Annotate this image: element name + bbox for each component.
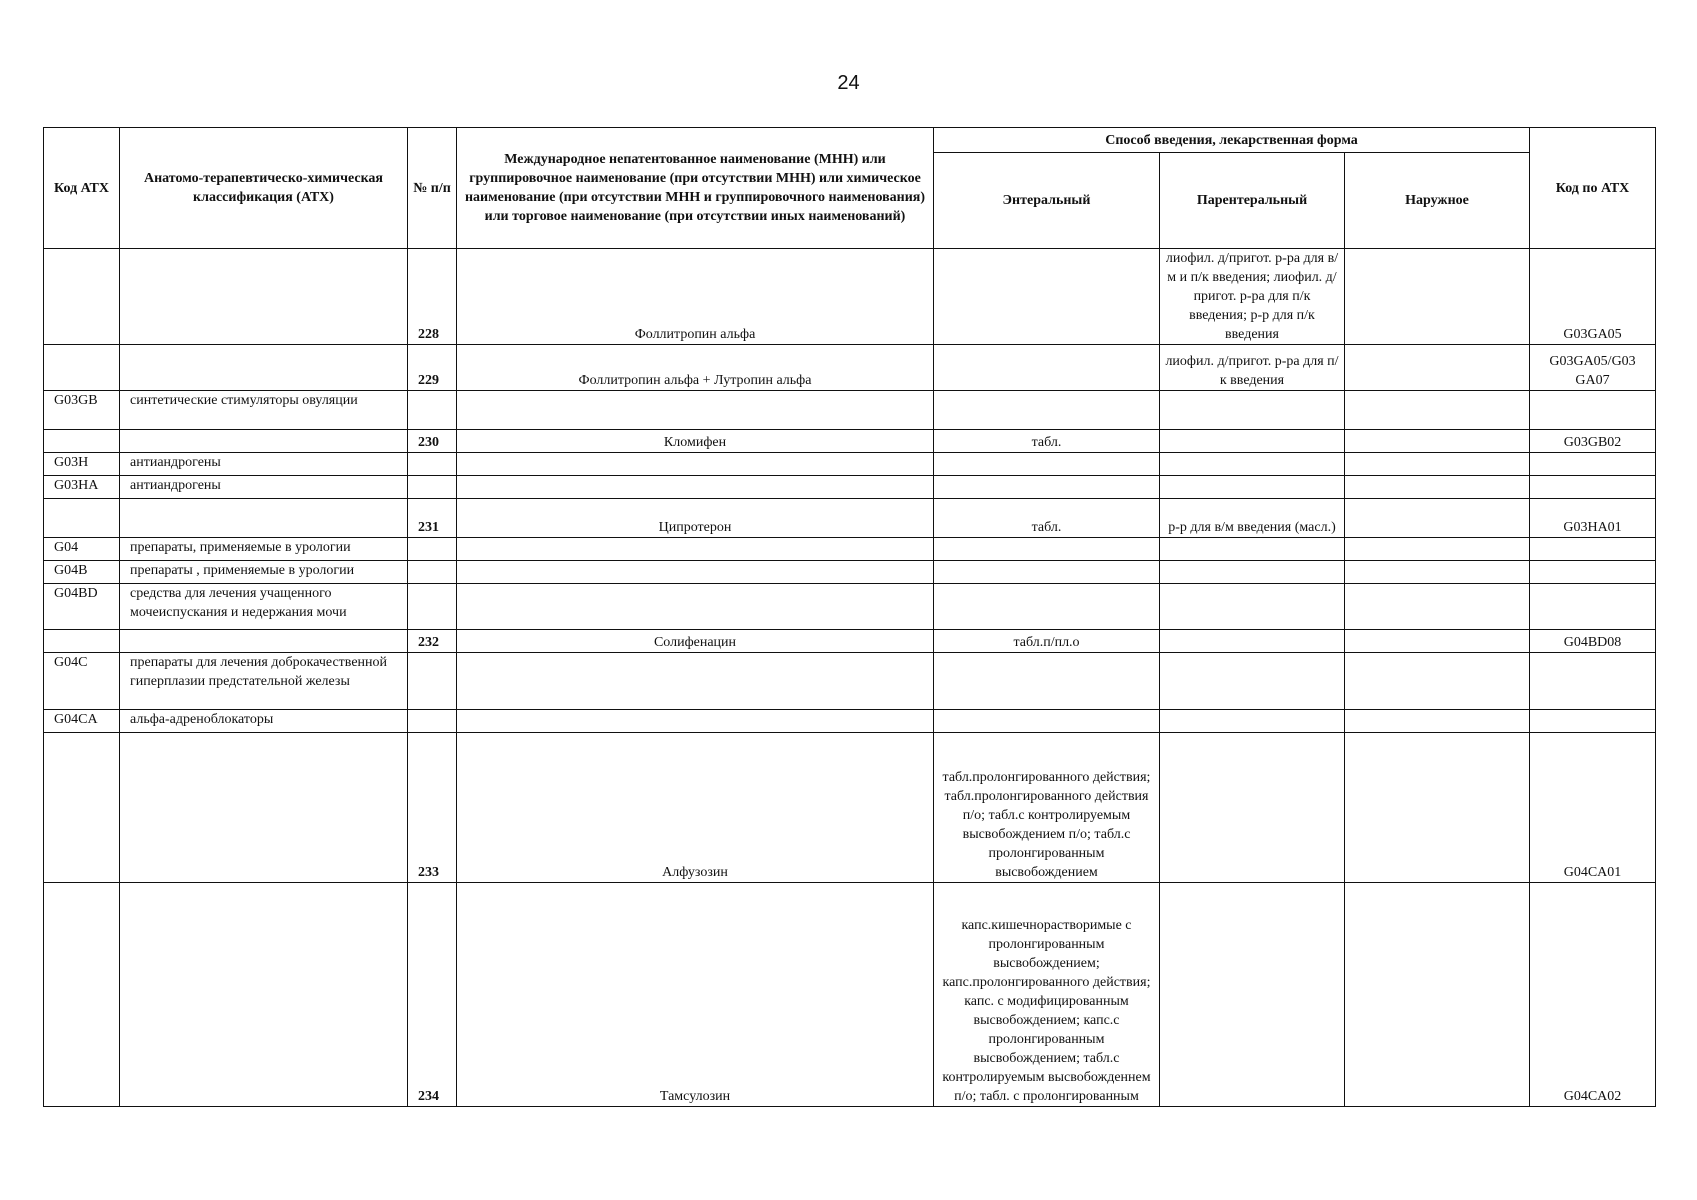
table-row — [44, 453, 1656, 476]
header-atc-code-right: Код по АТХ — [1530, 128, 1656, 249]
cell-external — [1345, 883, 1530, 1107]
cell-parenteral — [1160, 710, 1345, 733]
cell-atc-code-right — [1530, 710, 1656, 733]
cell-number — [408, 476, 457, 499]
cell-atc-code-right — [1530, 476, 1656, 499]
cell-atc-code — [44, 249, 120, 345]
cell-classification: препараты, применяемые в урологии — [120, 538, 408, 561]
cell-external — [1345, 430, 1530, 453]
cell-parenteral — [1160, 476, 1345, 499]
cell-external — [1345, 653, 1530, 710]
cell-atc-code-right: G03GA05 — [1530, 249, 1656, 345]
cell-parenteral: р-р для в/м введения (масл.) — [1160, 499, 1345, 538]
cell-external — [1345, 561, 1530, 584]
header-number: № п/п — [408, 128, 457, 249]
cell-atc-code-right: G03HA01 — [1530, 499, 1656, 538]
cell-external — [1345, 630, 1530, 653]
cell-enteral: табл.пролонгированного действия; табл.пролонгированного действия п/о; табл.с контролируемым высвобождением п/о; табл.с пролонгированным высвобождением — [934, 733, 1160, 883]
header-inn: Международное непатентованное наименование (МНН) или группировочное наименование (при отсутствии МНН) или химическое наименование (при отсутствии МНН и группировочного наименования) или торговое наименование (при отсутствии иных наименований) — [457, 128, 934, 249]
cell-parenteral: лиофил. д/пригот. р-ра для п/к введения — [1160, 345, 1345, 391]
cell-atc-code-right: G04CA01 — [1530, 733, 1656, 883]
cell-parenteral — [1160, 391, 1345, 430]
drug-table — [43, 127, 1656, 1107]
cell-classification: препараты для лечения доброкачественной гиперплазии предстательной железы — [120, 653, 408, 710]
cell-atc-code-right — [1530, 453, 1656, 476]
cell-enteral — [934, 710, 1160, 733]
table-row — [44, 538, 1656, 561]
cell-external — [1345, 499, 1530, 538]
cell-atc-code-right: G04BD08 — [1530, 630, 1656, 653]
table-row — [44, 249, 1656, 345]
cell-parenteral — [1160, 538, 1345, 561]
cell-external — [1345, 249, 1530, 345]
cell-atc-code: G03HA — [44, 476, 120, 499]
cell-number — [408, 561, 457, 584]
cell-inn: Фоллитропин альфа — [457, 249, 934, 345]
cell-atc-code: G04C — [44, 653, 120, 710]
cell-inn: Тамсулозин — [457, 883, 934, 1107]
cell-atc-code — [44, 499, 120, 538]
cell-enteral — [934, 584, 1160, 630]
cell-atc-code-right: G04CA02 — [1530, 883, 1656, 1107]
cell-atc-code: G04CA — [44, 710, 120, 733]
cell-parenteral — [1160, 733, 1345, 883]
cell-parenteral — [1160, 561, 1345, 584]
cell-enteral — [934, 453, 1160, 476]
cell-classification: антиандрогены — [120, 453, 408, 476]
cell-atc-code-right: G03GA05/G03 GA07 — [1530, 345, 1656, 391]
cell-atc-code — [44, 345, 120, 391]
cell-atc-code-right — [1530, 584, 1656, 630]
table-row — [44, 476, 1656, 499]
table-row — [44, 710, 1656, 733]
table-row — [44, 430, 1656, 453]
header-enteral: Энтеральный — [934, 153, 1160, 249]
cell-number: 229 — [408, 345, 457, 391]
cell-enteral — [934, 653, 1160, 710]
cell-inn — [457, 561, 934, 584]
cell-external — [1345, 476, 1530, 499]
table-row — [44, 630, 1656, 653]
cell-inn: Ципротерон — [457, 499, 934, 538]
cell-classification: синтетические стимуляторы овуляции — [120, 391, 408, 430]
cell-classification — [120, 499, 408, 538]
cell-inn — [457, 453, 934, 476]
header-external: Наружное — [1345, 153, 1530, 249]
cell-external — [1345, 584, 1530, 630]
cell-classification — [120, 345, 408, 391]
table-row — [44, 584, 1656, 630]
cell-atc-code-right — [1530, 391, 1656, 430]
cell-inn — [457, 584, 934, 630]
cell-inn — [457, 653, 934, 710]
table-row — [44, 499, 1656, 538]
table-row — [44, 561, 1656, 584]
table-row — [44, 883, 1656, 1107]
cell-atc-code — [44, 630, 120, 653]
page-number: 24 — [837, 72, 860, 94]
cell-number — [408, 453, 457, 476]
cell-classification — [120, 733, 408, 883]
cell-external — [1345, 391, 1530, 430]
cell-enteral — [934, 538, 1160, 561]
table-body — [44, 249, 1656, 1107]
cell-atc-code-right — [1530, 538, 1656, 561]
header-atc-code: Код АТХ — [44, 128, 120, 249]
cell-enteral: табл.п/пл.о — [934, 630, 1160, 653]
cell-inn: Фоллитропин альфа + Лутропин альфа — [457, 345, 934, 391]
cell-enteral — [934, 391, 1160, 430]
cell-inn — [457, 476, 934, 499]
cell-classification — [120, 630, 408, 653]
cell-external — [1345, 538, 1530, 561]
cell-enteral: табл. — [934, 430, 1160, 453]
cell-parenteral — [1160, 630, 1345, 653]
cell-classification: препараты , применяемые в урологии — [120, 561, 408, 584]
cell-number — [408, 584, 457, 630]
cell-atc-code: G03H — [44, 453, 120, 476]
cell-inn — [457, 538, 934, 561]
cell-number — [408, 538, 457, 561]
cell-external — [1345, 345, 1530, 391]
cell-atc-code-right — [1530, 653, 1656, 710]
cell-parenteral — [1160, 453, 1345, 476]
cell-enteral — [934, 249, 1160, 345]
cell-atc-code — [44, 430, 120, 453]
cell-classification: средства для лечения учащенного мочеиспускания и недержания мочи — [120, 584, 408, 630]
cell-atc-code — [44, 733, 120, 883]
cell-parenteral — [1160, 883, 1345, 1107]
cell-parenteral — [1160, 653, 1345, 710]
table-row — [44, 733, 1656, 883]
cell-inn: Алфузозин — [457, 733, 934, 883]
cell-classification: альфа-адреноблокаторы — [120, 710, 408, 733]
cell-number: 231 — [408, 499, 457, 538]
cell-inn: Кломифен — [457, 430, 934, 453]
cell-enteral: табл. — [934, 499, 1160, 538]
cell-number: 234 — [408, 883, 457, 1107]
cell-atc-code: G04 — [44, 538, 120, 561]
cell-inn — [457, 391, 934, 430]
cell-number — [408, 653, 457, 710]
cell-parenteral — [1160, 584, 1345, 630]
header-row — [44, 128, 1656, 153]
header-classification: Анатомо-терапевтическо-химическая классификация (АТХ) — [120, 128, 408, 249]
cell-external — [1345, 710, 1530, 733]
cell-classification: антиандрогены — [120, 476, 408, 499]
cell-number: 230 — [408, 430, 457, 453]
cell-enteral — [934, 476, 1160, 499]
cell-number: 233 — [408, 733, 457, 883]
cell-inn: Солифенацин — [457, 630, 934, 653]
cell-atc-code-right: G03GB02 — [1530, 430, 1656, 453]
cell-external — [1345, 733, 1530, 883]
table-row — [44, 653, 1656, 710]
header-parenteral: Парентеральный — [1160, 153, 1345, 249]
cell-atc-code: G04B — [44, 561, 120, 584]
header-route-group: Способ введения, лекарственная форма — [934, 128, 1530, 153]
table-row — [44, 391, 1656, 430]
cell-enteral — [934, 561, 1160, 584]
cell-atc-code: G03GB — [44, 391, 120, 430]
cell-parenteral — [1160, 430, 1345, 453]
cell-atc-code-right — [1530, 561, 1656, 584]
cell-atc-code — [44, 883, 120, 1107]
cell-classification — [120, 883, 408, 1107]
cell-external — [1345, 453, 1530, 476]
cell-atc-code: G04BD — [44, 584, 120, 630]
cell-enteral — [934, 345, 1160, 391]
cell-number — [408, 391, 457, 430]
cell-number: 228 — [408, 249, 457, 345]
cell-inn — [457, 710, 934, 733]
cell-number: 232 — [408, 630, 457, 653]
cell-classification — [120, 249, 408, 345]
cell-number — [408, 710, 457, 733]
cell-parenteral: лиофил. д/пригот. р-ра для в/м и п/к введения; лиофил. д/пригот. р-ра для п/к введения; р-р для п/к введения — [1160, 249, 1345, 345]
table-row — [44, 345, 1656, 391]
cell-enteral: капс.кишечнорастворимые с пролонгированным высвобождением; капс.пролонгированного действия; капс. с модифицированным высвобождением; капс.с пролонгированным высвобождением; табл.с контролируемым высвобожденнем п/о; табл. с пролонгированным — [934, 883, 1160, 1107]
cell-classification — [120, 430, 408, 453]
